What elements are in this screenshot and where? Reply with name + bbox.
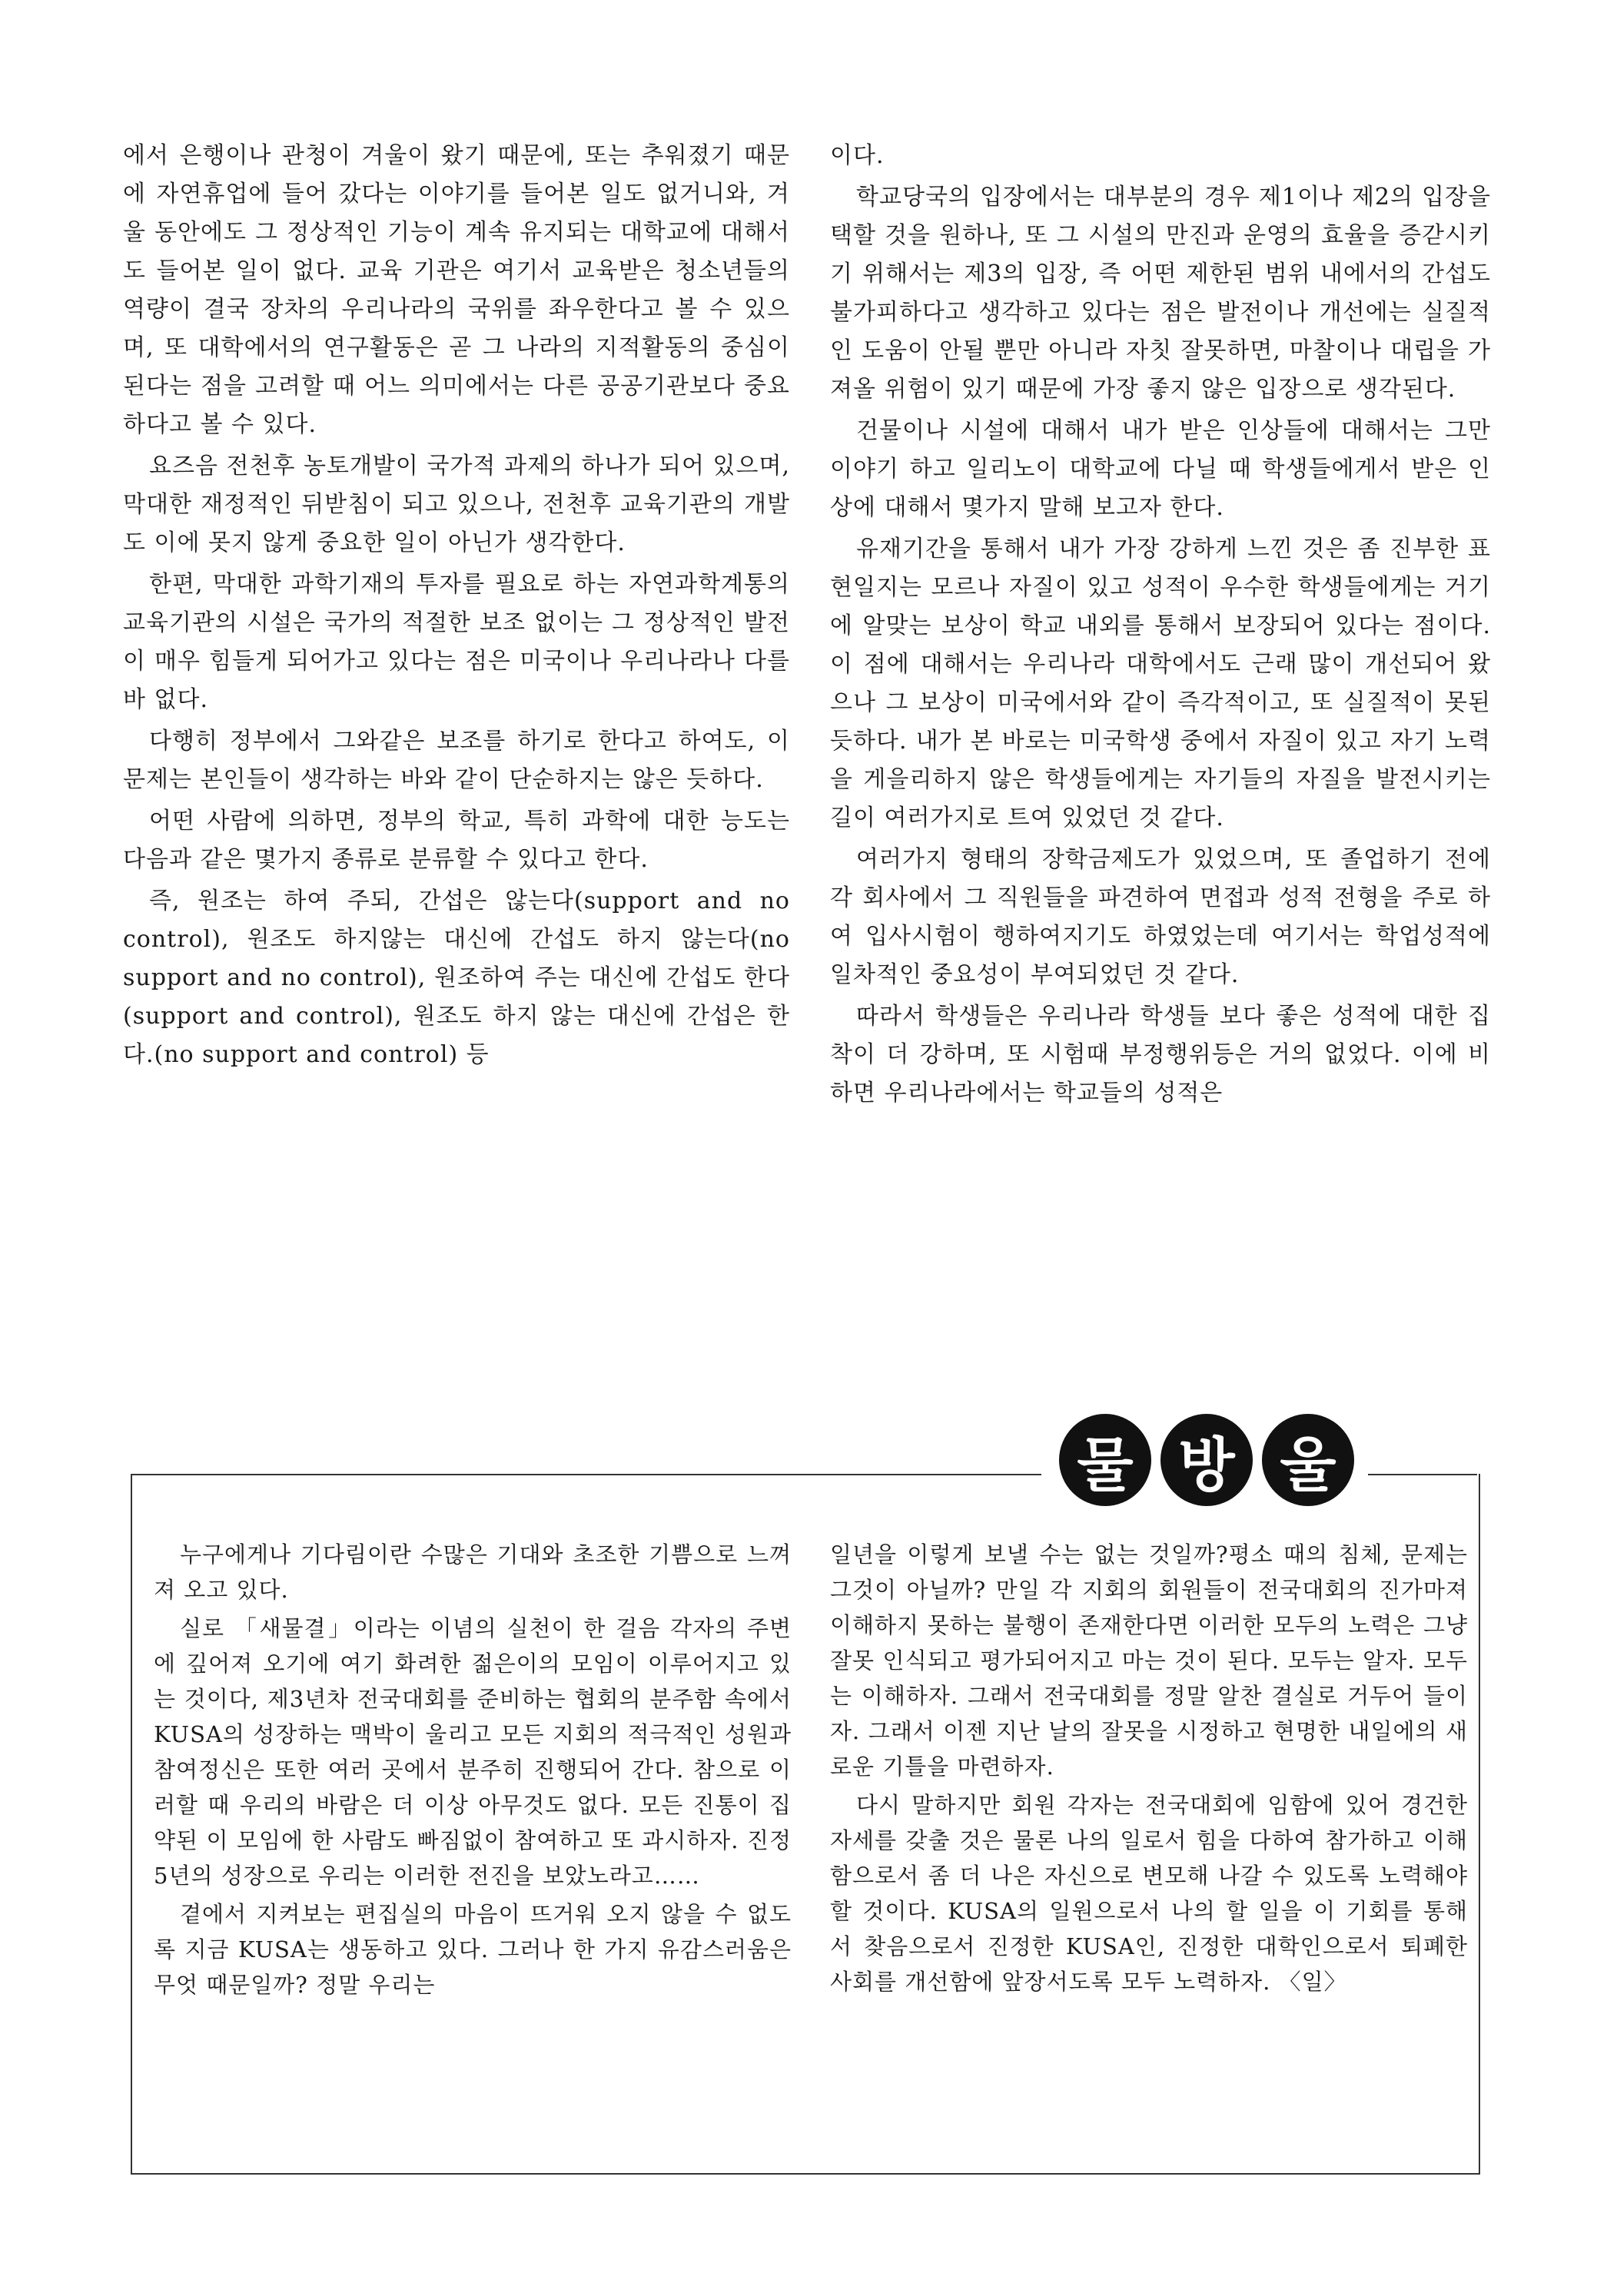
paragraph: 유재기간을 통해서 내가 가장 강하게 느낀 것은 좀 진부한 표현일지는 모르나 자질이 있고 성적이 우수한 학생들에게는 거기에 알맞는 보상이 학교 내외를 통해서 보장되어 있다는 점이다. 이 점에 대해서는 우리나라 대학에서도 근래 많이 개선되어 왔으나 그 보상이 미국에서와 같이 즉각적이고, 또 실질적이 못된 듯하다. 내가 본 바로는 미국학생 중에서 자질이 있고 자기 노력을 게을리하지 않은 학생들에게는 자기들의 자질을 발전시키는 길이 여러가지로 트여 있었던 것 같다. — [830, 536, 1491, 831]
paragraph: 여러가지 형태의 장학금제도가 있었으며, 또 졸업하기 전에 각 회사에서 그 직원들을 파견하여 면접과 성적 전형을 주로 하여 입사시험이 행하여지기도 하였었는데 여기서는 학업성적에 일차적인 중요성이 부여되었던 것 같다. — [830, 846, 1491, 988]
box-column-left — [154, 1537, 792, 2006]
box-column-right — [830, 1537, 1468, 2002]
paragraph: 한편, 막대한 과학기재의 투자를 필요로 하는 자연과학계통의 교육기관의 시설은 국가의 적절한 보조 없이는 그 정상적인 발전이 매우 힘들게 되어가고 있다는 점은 미국이나 우리나라나 다를 바 없다. — [123, 571, 790, 713]
article-column-right — [830, 137, 1491, 1116]
box-top-rule — [131, 1474, 1041, 1475]
title-char: 물 — [1059, 1414, 1151, 1506]
column-title-seal — [1059, 1414, 1366, 1506]
box-top-rule — [1368, 1474, 1477, 1475]
paragraph: 실로 「새물결」이라는 이념의 실천이 한 걸음 각자의 주변에 깊어져 오기에 여기 화려한 젊은이의 모임이 이루어지고 있는 것이다, 제3년차 전국대회를 준비하는 협회의 분주함 속에서 KUSA의 성장하는 맥박이 울리고 모든 지회의 적극적인 성원과 참여정신은 또한 여러 곳에서 분주히 진행되어 간다. 참으로 이러할 때 우리의 바람은 더 이상 아무것도 없다. 모든 진통이 집약된 이 모임에 한 사람도 빠짐없이 참여하고 또 과시하자. 진정 5년의 성장으로 우리는 이러한 전진을 보았노라고…… — [154, 1615, 792, 1889]
paragraph: 어떤 사람에 의하면, 정부의 학교, 특히 과학에 대한 능도는 다음과 같은 몇가지 종류로 분류할 수 있다고 한다. — [123, 808, 790, 873]
paragraph: 요즈음 전천후 농토개발이 국가적 과제의 하나가 되어 있으며, 막대한 재정적인 뒤받침이 되고 있으나, 전천후 교육기관의 개발도 이에 못지 않게 중요한 일이 아닌가 생각한다. — [123, 453, 790, 556]
paragraph: 일년을 이렇게 보낼 수는 없는 것일까?평소 때의 침체, 문제는 그것이 아닐까? 만일 각 지회의 회원들이 전국대회의 진가마져 이해하지 못하는 불행이 존재한다면 이러한 모두의 노력은 그냥 잘못 인식되고 평가되어지고 마는 것이 된다. 모두는 알자. 모두는 이해하자. 그래서 전국대회를 정말 알찬 결실로 거두어 들이자. 그래서 이젠 지난 날의 잘못을 시정하고 현명한 내일에의 새로운 기틀을 마련하자. — [830, 1541, 1468, 1780]
title-char: 울 — [1262, 1414, 1354, 1506]
paragraph: 이다. — [830, 142, 885, 169]
paragraph-text: 다시 말하지만 회원 각자는 전국대회에 임함에 있어 경건한 자세를 갖출 것은 물론 나의 일로서 힘을 다하여 참가하고 이해함으로서 좀 더 나은 자신으로 변모해 나갈 수 있도록 노력해야 할 것이다. KUSA의 일원으로서 나의 할 일을 이 기회를 통해서 찾음으로서 진정한 KUSA인, 진정한 대학인으로서 퇴폐한 사회를 개선함에 앞장서도록 모두 노력하자. — [830, 1792, 1468, 1995]
paragraph: 즉, 원조는 하여 주되, 간섭은 않는다(support and no control), 원조도 하지않는 대신에 간섭도 하지 않는다(no support and no control), 원조하여 주는 대신에 간섭도 한다(support and control), 원조도 하지 않는 대신에 간섭은 한다.(no support and control) 등 — [123, 888, 790, 1068]
paragraph — [830, 1787, 1468, 1999]
article-column-left — [123, 137, 790, 1077]
paragraph: 다행히 정부에서 그와같은 보조를 하기로 한다고 하여도, 이 문제는 본인들이 생각하는 바와 같이 단순하지는 않은 듯하다. — [123, 728, 790, 793]
signature: 〈일〉 — [1278, 1969, 1347, 1995]
paragraph: 학교당국의 입장에서는 대부분의 경우 제1이나 제2의 입장을 택할 것을 원하나, 또 그 시설의 만진과 운영의 효율을 증갇시키기 위해서는 제3의 입장, 즉 어떤 제한된 범위 내에서의 간섭도 불가피하다고 생각하고 있다는 점은 발전이나 개선에는 실질적인 도움이 안될 뿐만 아니라 자칫 잘못하면, 마찰이나 대립을 가져올 위험이 있기 때문에 가장 좋지 않은 입장으로 생각된다. — [830, 184, 1491, 403]
paragraph: 건물이나 시설에 대해서 내가 받은 인상들에 대해서는 그만 이야기 하고 일리노이 대학교에 다닐 때 학생들에게서 받은 인상에 대해서 몇가지 말해 보고자 한다. — [830, 417, 1491, 521]
paragraph: 에서 은행이나 관청이 겨울이 왔기 때문에, 또는 추워졌기 때문에 자연휴업에 들어 갔다는 이야기를 들어본 일도 없거니와, 겨울 동안에도 그 정상적인 기능이 계속 유지되는 대학교에 대해서도 들어본 일이 없다. 교육 기관은 여기서 교육받은 청소년들의 역량이 결국 장차의 우리나라의 국위를 좌우한다고 볼 수 있으며, 또 대학에서의 연구활동은 곧 그 나라의 지적활동의 중심이 된다는 점을 고려할 때 어느 의미에서는 다른 공공기관보다 중요하다고 볼 수 있다. — [123, 142, 790, 438]
paragraph: 곁에서 지켜보는 편집실의 마음이 뜨거워 오지 않을 수 없도록 지금 KUSA는 생동하고 있다. 그러나 한 가지 유감스러움은 무엇 때문일까? 정말 우리는 — [154, 1901, 792, 1998]
paragraph: 따라서 학생들은 우리나라 학생들 보다 좋은 성적에 대한 집착이 더 강하며, 또 시험때 부정행위등은 거의 없었다. 이에 비하면 우리나라에서는 학교들의 성적은 — [830, 1003, 1491, 1107]
title-char: 방 — [1160, 1414, 1253, 1506]
paragraph: 누구에게나 기다림이란 수많은 기대와 초조한 기쁨으로 느껴져 오고 있다. — [154, 1541, 792, 1603]
